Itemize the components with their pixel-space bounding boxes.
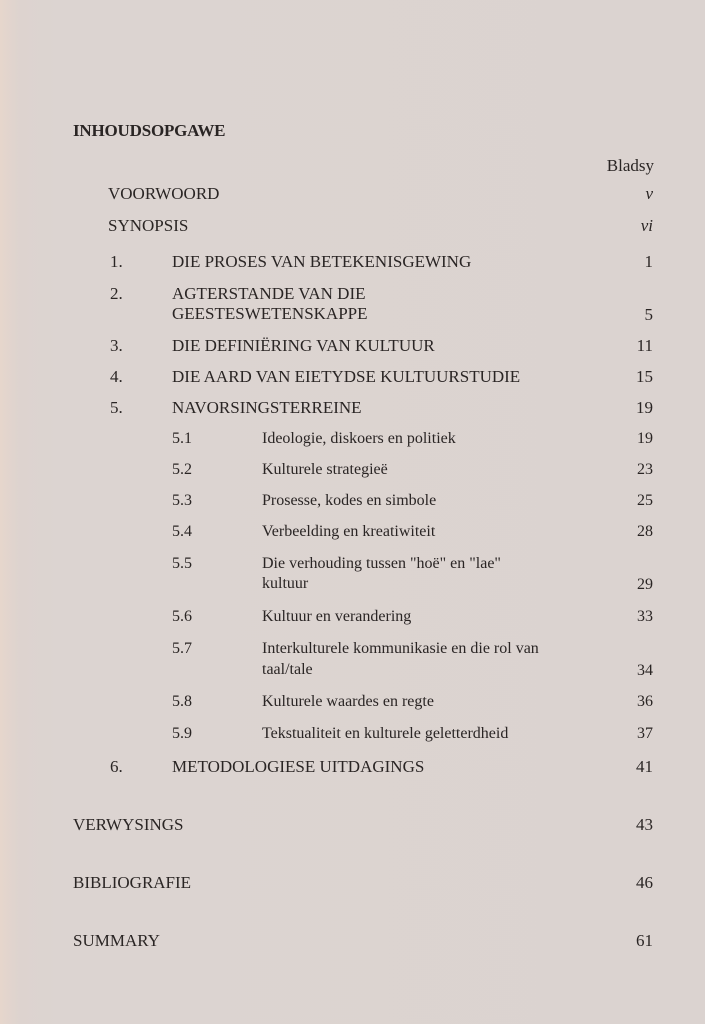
toc-entry-page: v <box>645 184 653 203</box>
toc-entry-label: AGTERSTANDE VAN DIE <box>172 284 366 303</box>
toc-entry-number: 5.9 <box>172 725 192 742</box>
toc-entry-page: 15 <box>636 367 653 386</box>
toc-entry-number: 5.5 <box>172 555 192 572</box>
toc-entry-page: 28 <box>637 523 653 540</box>
toc-entry-number: 5.2 <box>172 461 192 478</box>
toc-entry-number: 2. <box>110 284 123 303</box>
toc-entry-label: BIBLIOGRAFIE <box>73 873 192 892</box>
toc-entry-label: Ideologie, diskoers en politiek <box>262 430 456 447</box>
toc-entry-number: 4. <box>110 367 123 386</box>
toc-entry-label-continued: kultuur <box>262 575 309 592</box>
toc-entry-number: 3. <box>110 336 123 355</box>
page-column-header: Bladsy <box>606 156 654 175</box>
toc-entry-label-continued: taal/tale <box>262 661 313 678</box>
toc-entry-label: Kultuur en verandering <box>262 608 412 625</box>
toc-entry-page: 33 <box>637 608 653 625</box>
toc-entry-page: 5 <box>644 305 653 324</box>
toc-entry-label: SYNOPSIS <box>108 216 189 235</box>
toc-entry-page: 19 <box>636 398 653 417</box>
toc-entry-label: Kulturele waardes en regte <box>262 693 434 710</box>
toc-entry-label: Tekstualiteit en kulturele geletterdheid <box>262 725 509 742</box>
toc-entry-page: 34 <box>637 662 653 679</box>
toc-entry-page: vi <box>640 216 653 235</box>
toc-entry-number: 6. <box>110 757 123 776</box>
toc-entry-label: DIE PROSES VAN BETEKENISGEWING <box>172 252 472 271</box>
toc-entry-page: 46 <box>636 873 653 892</box>
toc-entry-label: SUMMARY <box>73 931 160 950</box>
toc-entry-page: 11 <box>636 336 653 355</box>
toc-entry-page: 41 <box>636 757 653 776</box>
toc-entry-number: 5.7 <box>172 640 192 657</box>
toc-entry-label: VERWYSINGS <box>73 815 184 834</box>
toc-entry-page: 43 <box>636 815 653 834</box>
toc-entry-number: 5.1 <box>172 430 192 447</box>
toc-entry-label: DIE DEFINIËRING VAN KULTUUR <box>172 336 435 355</box>
toc-entry-page: 29 <box>637 576 653 593</box>
toc-entry-page: 19 <box>637 430 653 447</box>
toc-entry-page: 23 <box>637 461 653 478</box>
toc-entry-number: 5.8 <box>172 693 192 710</box>
toc-entry-label: Kulturele strategieë <box>262 461 388 478</box>
toc-entry-number: 5.3 <box>172 492 192 509</box>
toc-entry-number: 5.6 <box>172 608 192 625</box>
toc-entry-label: Verbeelding en kreatiwiteit <box>262 523 436 540</box>
toc-entry-number: 1. <box>110 252 123 271</box>
toc-entry-label: NAVORSINGSTERREINE <box>172 398 362 417</box>
toc-entry-page: 25 <box>637 492 653 509</box>
toc-entry-label: DIE AARD VAN EIETYDSE KULTUURSTUDIE <box>172 367 521 386</box>
toc-entry-label: VOORWOORD <box>108 184 220 203</box>
toc-entry-number: 5. <box>110 398 123 417</box>
toc-entry-label: Prosesse, kodes en simbole <box>262 492 437 509</box>
toc-entry-label: Interkulturele kommunikasie en die rol van <box>262 640 539 657</box>
toc-entry-page: 36 <box>637 693 653 710</box>
toc-entry-number: 5.4 <box>172 523 192 540</box>
toc-entry-page: 37 <box>637 725 653 742</box>
page-title: INHOUDSOPGAWE <box>73 121 226 140</box>
toc-entry-label-continued: GEESTESWETENSKAPPE <box>172 304 368 323</box>
toc-entry-page: 61 <box>636 931 653 950</box>
toc-entry-page: 1 <box>644 252 653 271</box>
toc-entry-label: METODOLOGIESE UITDAGINGS <box>172 757 425 776</box>
toc-entry-label: Die verhouding tussen "hoë" en "lae" <box>262 555 501 572</box>
